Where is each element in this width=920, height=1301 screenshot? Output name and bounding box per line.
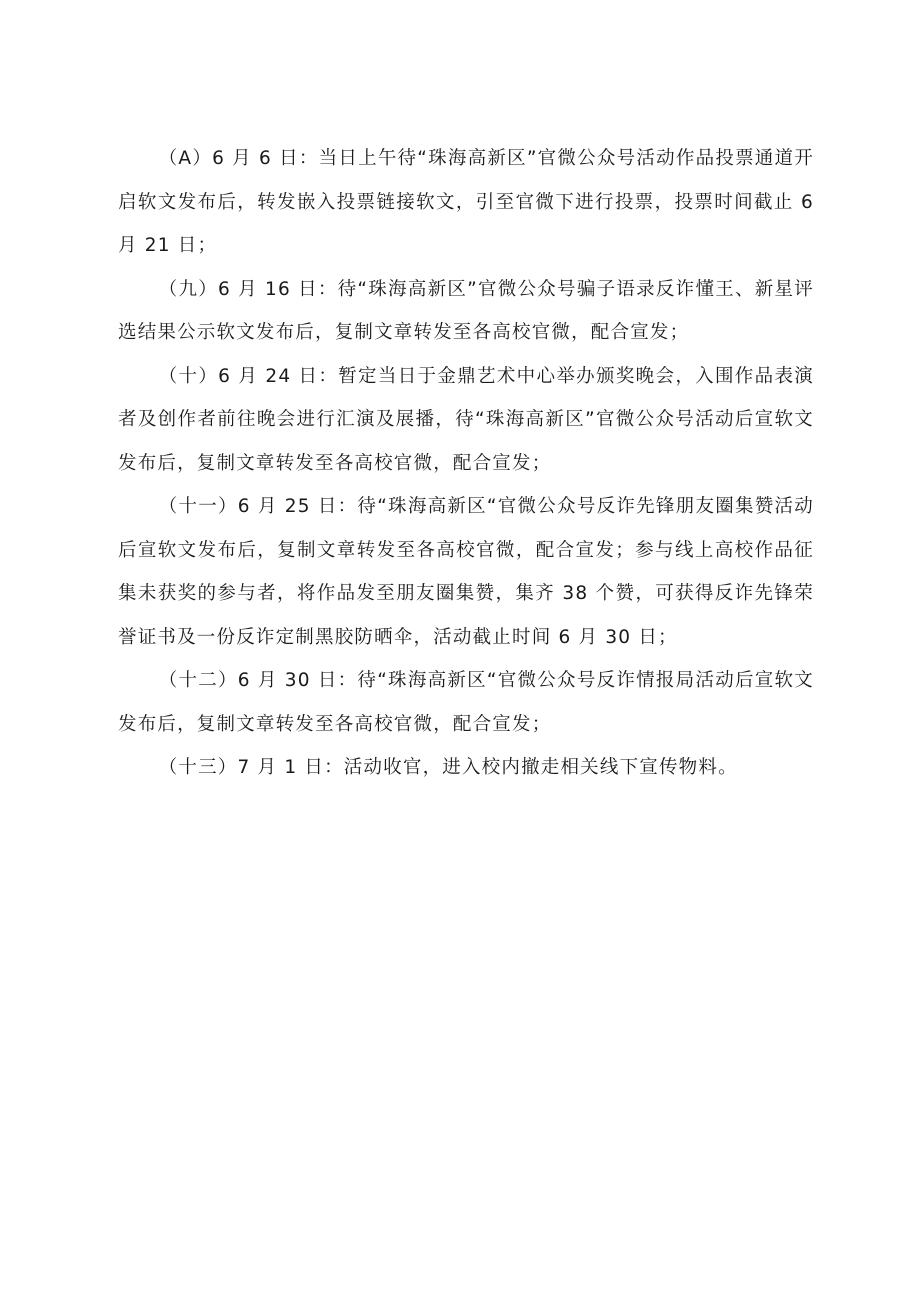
paragraph-item-13: （十三）7 月 1 日：活动收官，进入校内撤走相关线下宣传物料。 — [158, 757, 738, 778]
paragraph-item-10: （十）6 月 24 日：暂定当日于金鼎艺术中心举办颁奖晚会，入围作品表演者及创作者前往晚会进行汇演及展播，待“珠海高新区”官微公众号活动后宣软文发布后，复制文章转发至各高校官微，配合宣发； — [118, 365, 814, 474]
document-body — [118, 137, 814, 790]
paragraph-item-a: （A）6 月 6 日：当日上午待“珠海高新区”官微公众号活动作品投票通道开启软文发布后，转发嵌入投票链接软文，引至官微下进行投票，投票时间截止 6 月 21 日； — [118, 148, 814, 256]
paragraph-item-9: （九）6 月 16 日：待“珠海高新区”官微公众号骗子语录反诈懂王、新星评选结果公示软文发布后，复制文章转发至各高校官微，配合宣发； — [118, 278, 814, 343]
paragraph-item-12: （十二）6 月 30 日：待“珠海高新区“官微公众号反诈情报局活动后宣软文发布后，复制文章转发至各高校官微，配合宣发； — [118, 670, 814, 735]
paragraph-item-11: （十一）6 月 25 日：待“珠海高新区“官微公众号反诈先锋朋友圈集赞活动后宣软文发布后，复制文章转发至各高校官微，配合宣发；参与线上高校作品征集未获奖的参与者，将作品发至朋友圈集赞，集齐 38 个赞，可获得反诈先锋荣誉证书及一份反诈定制黑胶防晒伞，活动截止时间 6 月 30 日； — [118, 496, 814, 648]
